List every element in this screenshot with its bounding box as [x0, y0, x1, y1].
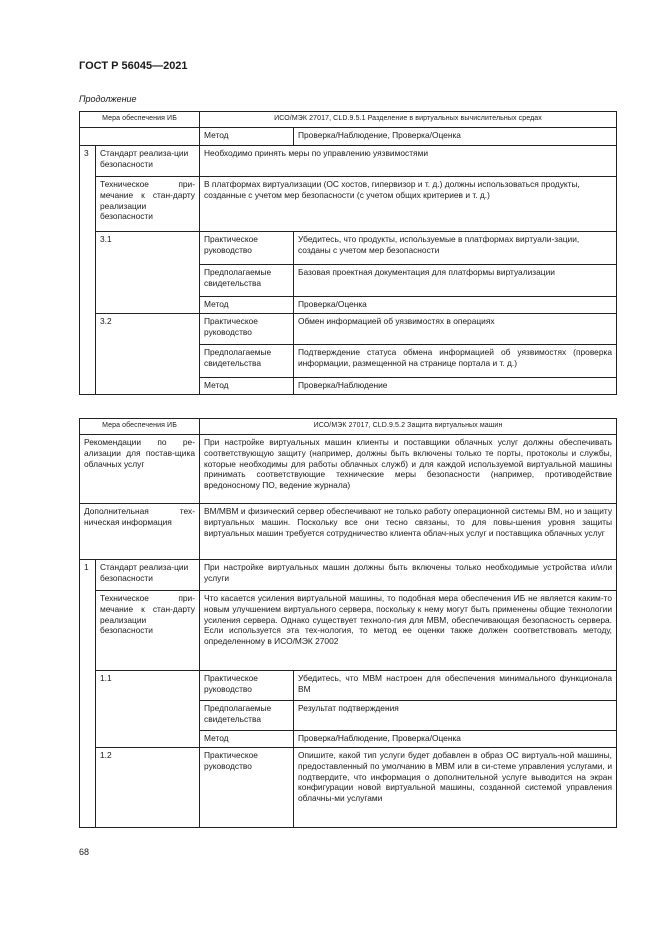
table-cld-9-5-2 — [79, 418, 617, 828]
table1-item-number: 3 — [80, 146, 96, 395]
table1-standard-label: Стандарт реализа-ции безопасности — [96, 146, 200, 177]
table1-standard-value: Необходимо принять меры по управлению уязвимостями — [200, 146, 617, 177]
evidence-value: Результат подтверждения — [294, 701, 617, 731]
table1-subitem-3-2: 3.2 — [96, 314, 200, 395]
practice-value: Опишите, какой тип услуги будет добавлен в образ ОС виртуаль-ной машины, предоставленный по умолчанию в МВМ или в си-стеме управления услугами, и подтвердите, что информация о дополнительной услуге выводится на экран конфигурации новой виртуальной машины, созданной системой управления облачны-ми услугами — [294, 748, 617, 828]
method-label: Метод — [200, 297, 294, 314]
method-label: Метод — [200, 731, 294, 748]
evidence-label: Предполагаемые свидетельства — [200, 701, 294, 731]
practice-label: Практическое руководство — [200, 232, 294, 265]
table2-recommendations-value: При настройке виртуальных машин клиенты и поставщики облачных услуг должны обеспечивать соответствующую защиту (например, должны быть включены только те порты, протоколы и службы, которые необходимы для работы облачных служб) и для каждой используемой виртуальной машины принимать соответствующие технические меры безопасности (например, противодействие вредоносному ПО, ведение журнала) — [200, 435, 617, 504]
table2-item-number: 1 — [80, 560, 96, 828]
table2-subitem-1-1: 1.1 — [96, 671, 200, 748]
method-value: Проверка/Наблюдение — [294, 378, 617, 395]
table1-subitem-3-1: 3.1 — [96, 232, 200, 314]
practice-value: Убедитесь, что продукты, используемые в платформах виртуали-зации, созданы с учетом мер безопасности — [294, 232, 617, 265]
table2-standard-value: При настройке виртуальных машин должны быть включены только необходимые устройства и/или услуги — [200, 560, 617, 591]
practice-label: Практическое руководство — [200, 748, 294, 828]
practice-value: Обмен информацией об уязвимостях в операциях — [294, 314, 617, 345]
continuation-label: Продолжение — [79, 94, 137, 104]
evidence-value: Базовая проектная документация для платформы виртуализации — [294, 265, 617, 297]
practice-label: Практическое руководство — [200, 671, 294, 701]
standard-title: ГОСТ Р 56045—2021 — [79, 60, 188, 72]
table1-head-right: ИСО/МЭК 27017, CLD.9.5.1 Разделение в виртуальных вычислительных средах — [200, 112, 617, 128]
table1-method-label: Метод — [200, 128, 294, 146]
table2-additional-info-label: Дополнительная тех-ническая информация — [80, 504, 200, 560]
method-label: Метод — [200, 378, 294, 395]
table2-tech-note-value: Что касается усиления виртуальной машины, то подобная мера обеспечения ИБ не является каким-то новым улучшением виртуального сервера, поскольку к нему могут быть применены общие технологии усиления сервера. Однако существует техноло-гия для МВМ, обеспечивающая безопасность сервера. Если используется эта тех-нология, то метод ее оценки также должен соответствовать методу, определенному в ИСО/МЭК 27002 — [200, 591, 617, 671]
table2-additional-info-value: ВМ/МВМ и физический сервер обеспечивают не только работу операционной системы ВМ, но и защиту виртуальных машин. Поскольку все они тесно связаны, то для повы-шения уровня защиты виртуальных машин требуется сотрудничество клиента облач-ных услуг и поставщика облачных услуг — [200, 504, 617, 560]
table2-subitem-1-2: 1.2 — [96, 748, 200, 828]
practice-value: Убедитесь, что МВМ настроен для обеспечения минимального функционала ВМ — [294, 671, 617, 701]
table-cld-9-5-1 — [79, 111, 617, 395]
table2-tech-note-label: Техническое при-мечание к стан-дарту реализации безопасности — [96, 591, 200, 671]
evidence-label: Предполагаемые свидетельства — [200, 345, 294, 378]
evidence-value: Подтверждение статуса обмена информацией об уязвимостях (проверка информации, размещенной на странице портала и т. д.) — [294, 345, 617, 378]
method-value: Проверка/Оценка — [294, 297, 617, 314]
practice-label: Практическое руководство — [200, 314, 294, 345]
page-number: 68 — [79, 847, 90, 857]
table1-tech-note-value: В платформах виртуализации (ОС хостов, гипервизор и т. д.) должны использоваться продукты, созданные с учетом мер безопасности (с учетом общих критериев и т. д.) — [200, 177, 617, 232]
table1-empty-cell — [80, 128, 200, 146]
table2-recommendations-label: Рекомендации по ре-ализации для постав-щика облачных услуг — [80, 435, 200, 504]
table1-method-value: Проверка/Наблюдение, Проверка/Оценка — [294, 128, 617, 146]
method-value: Проверка/Наблюдение, Проверка/Оценка — [294, 731, 617, 748]
table2-head-right: ИСО/МЭК 27017, CLD.9.5.2 Защита виртуальных машин — [200, 419, 617, 435]
table1-tech-note-label: Техническое при-мечание к стан-дарту реализации безопасности — [96, 177, 200, 232]
table1-head-left: Мера обеспечения ИБ — [80, 112, 200, 128]
table2-standard-label: Стандарт реализа-ции безопасности — [96, 560, 200, 591]
table2-head-left: Мера обеспечения ИБ — [80, 419, 200, 435]
evidence-label: Предполагаемые свидетельства — [200, 265, 294, 297]
